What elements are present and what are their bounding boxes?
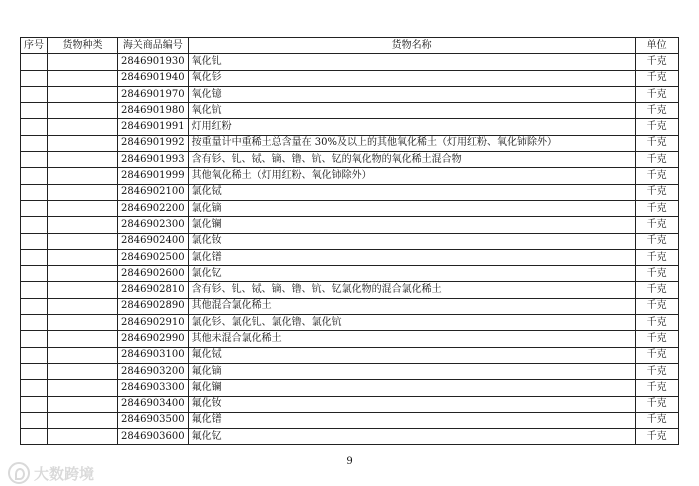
row-unit-cell: 千克 [635, 249, 678, 265]
row-category-cell [48, 429, 118, 445]
row-seq-cell [21, 347, 48, 363]
row-seq-cell [21, 103, 48, 119]
row-category-cell [48, 103, 118, 119]
row-seq-cell [21, 119, 48, 135]
table-row [21, 184, 679, 200]
table-row [21, 266, 679, 282]
table-row [21, 315, 679, 331]
row-code-cell: 2846901993 [118, 152, 189, 168]
row-category-cell [48, 86, 118, 102]
row-seq-cell [21, 412, 48, 428]
row-seq-cell [21, 86, 48, 102]
row-unit-cell: 千克 [635, 412, 678, 428]
row-code-cell: 2846903300 [118, 380, 189, 396]
row-category-cell [48, 396, 118, 412]
row-name-cell: 氧化镱 [188, 86, 635, 102]
row-category-cell [48, 363, 118, 379]
row-code-cell: 2846902810 [118, 282, 189, 298]
table-row [21, 412, 679, 428]
row-code-cell: 2846902100 [118, 184, 189, 200]
row-unit-cell: 千克 [635, 200, 678, 216]
row-category-cell [48, 298, 118, 314]
row-code-cell: 2846902200 [118, 200, 189, 216]
row-unit-cell: 千克 [635, 184, 678, 200]
row-name-cell: 氟化镝 [188, 363, 635, 379]
row-category-cell [48, 200, 118, 216]
row-name-cell: 氟化镨 [188, 412, 635, 428]
row-code-cell: 2846902600 [118, 266, 189, 282]
goods-table [20, 37, 679, 445]
row-unit-cell: 千克 [635, 135, 678, 151]
row-name-cell: 氯化钐、氯化钆、氯化镥、氯化钪 [188, 315, 635, 331]
row-seq-cell [21, 429, 48, 445]
row-category-cell [48, 135, 118, 151]
row-name-cell: 氧化钐 [188, 70, 635, 86]
row-unit-cell: 千克 [635, 152, 678, 168]
table-row [21, 200, 679, 216]
row-code-cell: 2846901940 [118, 70, 189, 86]
row-category-cell [48, 412, 118, 428]
row-category-cell [48, 152, 118, 168]
row-seq-cell [21, 152, 48, 168]
table-row [21, 347, 679, 363]
header-code: 海关商品编号 [118, 38, 189, 54]
row-category-cell [48, 119, 118, 135]
row-category-cell [48, 233, 118, 249]
row-code-cell: 2846902500 [118, 249, 189, 265]
row-unit-cell: 千克 [635, 331, 678, 347]
row-seq-cell [21, 396, 48, 412]
row-seq-cell [21, 249, 48, 265]
table-row [21, 331, 679, 347]
row-unit-cell: 千克 [635, 396, 678, 412]
row-code-cell: 2846903500 [118, 412, 189, 428]
table-row [21, 380, 679, 396]
page-number: 9 [346, 456, 353, 467]
row-unit-cell: 千克 [635, 429, 678, 445]
row-category-cell [48, 54, 118, 70]
row-name-cell: 氯化钇 [188, 266, 635, 282]
table-row [21, 135, 679, 151]
row-name-cell: 氟化钇 [188, 429, 635, 445]
row-code-cell: 2846903100 [118, 347, 189, 363]
row-name-cell: 含有钐、钆、铽、镝、镥、钪、钇氯化物的混合氯化稀土 [188, 282, 635, 298]
row-code-cell: 2846901991 [118, 119, 189, 135]
row-seq-cell [21, 266, 48, 282]
table-row [21, 282, 679, 298]
row-seq-cell [21, 363, 48, 379]
table-row [21, 249, 679, 265]
row-unit-cell: 千克 [635, 315, 678, 331]
row-seq-cell [21, 282, 48, 298]
row-seq-cell [21, 135, 48, 151]
table-row [21, 54, 679, 70]
row-seq-cell [21, 70, 48, 86]
row-category-cell [48, 70, 118, 86]
row-code-cell: 2846901930 [118, 54, 189, 70]
row-unit-cell: 千克 [635, 168, 678, 184]
row-name-cell: 氯化镧 [188, 217, 635, 233]
header-category: 货物种类 [48, 38, 118, 54]
row-seq-cell [21, 168, 48, 184]
row-category-cell [48, 266, 118, 282]
header-name: 货物名称 [188, 38, 635, 54]
row-name-cell: 氧化钆 [188, 54, 635, 70]
row-unit-cell: 千克 [635, 233, 678, 249]
table-row [21, 429, 679, 445]
watermark [8, 462, 94, 484]
row-seq-cell [21, 217, 48, 233]
header-unit: 单位 [635, 38, 678, 54]
table-row [21, 86, 679, 102]
row-seq-cell [21, 331, 48, 347]
row-unit-cell: 千克 [635, 266, 678, 282]
row-unit-cell: 千克 [635, 70, 678, 86]
row-seq-cell [21, 233, 48, 249]
row-code-cell: 2846902890 [118, 298, 189, 314]
row-unit-cell: 千克 [635, 347, 678, 363]
row-name-cell: 氟化铽 [188, 347, 635, 363]
row-name-cell: 其他氧化稀土（灯用红粉、氧化铈除外） [188, 168, 635, 184]
row-name-cell: 氟化镧 [188, 380, 635, 396]
row-unit-cell: 千克 [635, 298, 678, 314]
row-category-cell [48, 282, 118, 298]
row-name-cell: 按重量计中重稀土总含量在 30%及以上的其他氧化稀土（灯用红粉、氧化铈除外） [188, 135, 635, 151]
table-row [21, 119, 679, 135]
row-name-cell: 含有钐、钆、铽、镝、镥、钪、钇的氧化物的氧化稀土混合物 [188, 152, 635, 168]
row-name-cell: 氯化镨 [188, 249, 635, 265]
table-row [21, 217, 679, 233]
row-seq-cell [21, 315, 48, 331]
table-row [21, 233, 679, 249]
table-row [21, 70, 679, 86]
row-seq-cell [21, 298, 48, 314]
table-body [21, 54, 679, 445]
row-unit-cell: 千克 [635, 380, 678, 396]
row-name-cell: 其他未混合氯化稀土 [188, 331, 635, 347]
row-name-cell: 氯化镝 [188, 200, 635, 216]
row-code-cell: 2846902300 [118, 217, 189, 233]
row-name-cell: 氯化钕 [188, 233, 635, 249]
row-unit-cell: 千克 [635, 54, 678, 70]
row-unit-cell: 千克 [635, 282, 678, 298]
row-name-cell: 灯用红粉 [188, 119, 635, 135]
row-seq-cell [21, 54, 48, 70]
row-code-cell: 2846901992 [118, 135, 189, 151]
row-code-cell: 2846902990 [118, 331, 189, 347]
row-unit-cell: 千克 [635, 217, 678, 233]
table-row [21, 168, 679, 184]
table-row [21, 396, 679, 412]
row-category-cell [48, 168, 118, 184]
row-code-cell: 2846901970 [118, 86, 189, 102]
row-seq-cell [21, 184, 48, 200]
row-category-cell [48, 380, 118, 396]
row-seq-cell [21, 380, 48, 396]
row-code-cell: 2846901999 [118, 168, 189, 184]
row-category-cell [48, 217, 118, 233]
table-row [21, 363, 679, 379]
table-row [21, 152, 679, 168]
row-code-cell: 2846902400 [118, 233, 189, 249]
row-unit-cell: 千克 [635, 103, 678, 119]
header-seq: 序号 [21, 38, 48, 54]
row-category-cell [48, 184, 118, 200]
row-name-cell: 其他混合氯化稀土 [188, 298, 635, 314]
table-row [21, 298, 679, 314]
brand-logo-icon [8, 462, 30, 484]
row-category-cell [48, 347, 118, 363]
row-code-cell: 2846903600 [118, 429, 189, 445]
row-seq-cell [21, 200, 48, 216]
row-name-cell: 氯化铽 [188, 184, 635, 200]
table-header-row [21, 38, 679, 54]
row-name-cell: 氟化钕 [188, 396, 635, 412]
row-code-cell: 2846901980 [118, 103, 189, 119]
row-code-cell: 2846903200 [118, 363, 189, 379]
row-name-cell: 氧化钪 [188, 103, 635, 119]
table-row [21, 103, 679, 119]
row-unit-cell: 千克 [635, 119, 678, 135]
row-code-cell: 2846903400 [118, 396, 189, 412]
row-category-cell [48, 315, 118, 331]
row-code-cell: 2846902910 [118, 315, 189, 331]
watermark-text: 大数跨境 [34, 464, 95, 483]
row-category-cell [48, 331, 118, 347]
row-unit-cell: 千克 [635, 86, 678, 102]
row-unit-cell: 千克 [635, 363, 678, 379]
row-category-cell [48, 249, 118, 265]
